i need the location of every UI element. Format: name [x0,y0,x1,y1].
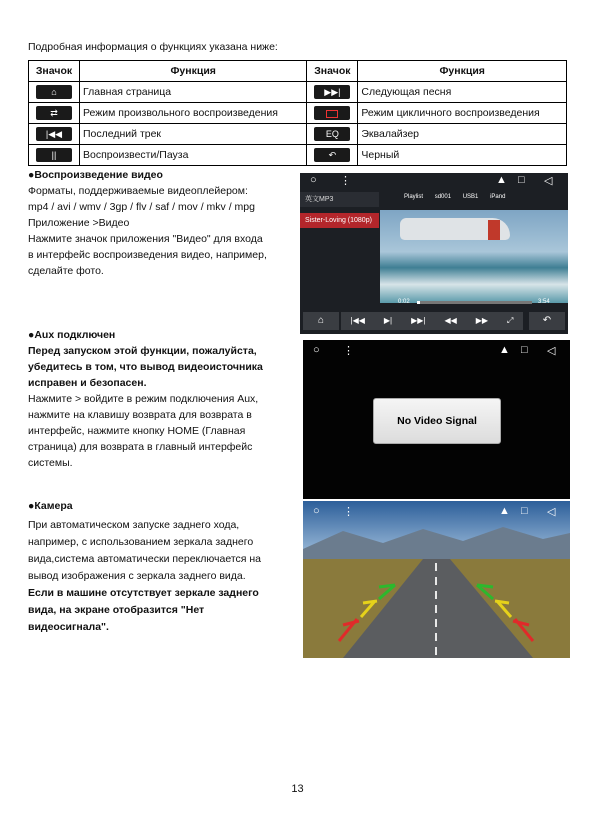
source-tabs [404,194,505,200]
menu-dots-icon: ⋮ [343,345,354,357]
aux-section [28,327,303,471]
back-triangle-icon: ◁ [544,175,553,187]
warning-line: Перед запуском этой функции, пожалуйста, [28,345,257,357]
eject-icon: ▲ [499,505,510,517]
time-end: 3:54 [538,299,550,305]
fast-forward-icon[interactable]: ▶▶ [475,316,489,325]
note-line: видеосигнала". [28,621,109,633]
tab-usb[interactable]: USB1 [462,194,479,200]
fullscreen-icon[interactable]: ⤢ [507,316,514,325]
function-label: Режим произвольного воспроизведения [80,103,307,124]
folder-label: 英文MP3 [300,192,379,207]
tab-sd[interactable]: sd001 [434,194,452,200]
function-label: Воспроизвести/Пауза [80,145,307,166]
paragraph-line: вида,система автоматически переключается на [28,553,262,565]
paragraph-line: При автоматическом запуске заднего хода, [28,519,240,531]
warning-line: исправен и безопасен. [28,377,147,389]
rear-camera-screenshot [303,501,570,658]
paragraph-line: в интерфейс воспроизведения видео, например, [28,249,267,261]
col-header: Значок [29,61,80,82]
previous-track-icon: |◀◀ [36,127,72,141]
next-track-icon[interactable]: ▶▶| [411,316,426,325]
circle-icon: ○ [313,344,320,356]
status-bar [303,343,570,359]
warning-line: убедитесь в том, что вывод видеоисточника [28,361,263,373]
previous-track-icon[interactable]: |◀◀ [350,316,365,325]
paragraph-line: mp4 / avi / wmv / 3gp / flv / saf / mov / mkv / mpg [28,201,255,213]
video-frame [380,210,568,303]
circle-icon: ○ [313,505,320,517]
function-label: Эквалайзер [358,124,567,145]
table-row [29,82,567,103]
play-pause-icon[interactable]: ▶| [383,316,393,325]
section-heading: ●Камера [28,500,73,512]
paragraph-line: системы. [28,457,73,469]
back-triangle-icon: ◁ [547,345,556,357]
back-triangle-icon: ◁ [547,506,556,518]
function-label: Следующая песня [358,82,567,103]
rewind-icon[interactable]: ◀◀ [444,316,457,325]
playback-controls [341,312,523,330]
table-header-row [29,61,567,82]
person-figure [488,220,500,240]
note-line: Если в машине отсутствует зеркале заднего [28,587,259,599]
back-icon: ↶ [314,148,350,162]
circle-icon: ○ [310,174,317,186]
col-header: Функция [80,61,307,82]
playlist-item[interactable]: Sister-Loving (1080p) [300,213,379,228]
square-icon: □ [518,174,525,186]
menu-dots-icon: ⋮ [343,506,354,518]
rear-camera-view [303,501,570,658]
paragraph-line: интерфейс, нажмите кнопку HOME (Главная [28,425,246,437]
equalizer-icon: EQ [314,127,350,141]
home-button[interactable]: ⌂ [303,312,339,330]
page-number: 13 [291,783,304,795]
square-icon: □ [521,344,528,356]
function-table [28,60,567,166]
menu-dots-icon: ⋮ [340,175,351,187]
shuffle-icon: ⇄ [36,106,72,120]
back-button[interactable]: ↶ [529,312,565,330]
note-line: вида, на экране отобразится "Нет [28,604,205,616]
section-heading: ●Воспроизведение видео [28,169,163,181]
paragraph-line: например, с использованием зеркала заднего [28,536,254,548]
col-header: Функция [358,61,567,82]
paragraph-line: Нажмите значок приложения "Видео" для входа [28,233,263,245]
function-label: Режим цикличного воспроизведения [358,103,567,124]
paragraph-line: нажмите на клавишу возврата для возврата в [28,409,252,421]
paragraph-line: Форматы, поддерживаемые видеоплейером: [28,185,248,197]
time-start: 0:02 [398,299,410,305]
aux-screenshot [303,340,570,499]
table-row [29,103,567,124]
section-heading: ●Aux подключен [28,329,116,341]
eject-icon: ▲ [496,174,507,186]
tab-ipand[interactable]: iPand [490,194,506,200]
table-row [29,124,567,145]
repeat-icon [314,106,350,120]
paragraph-line: страница) для возврата в главный интерфейс [28,441,253,453]
status-bar [303,504,570,520]
table-row [29,145,567,166]
progress-bar[interactable] [417,301,532,304]
next-track-icon: ▶▶| [314,85,350,99]
paragraph-line: сделайте фото. [28,265,104,277]
pause-icon: || [36,148,72,162]
camera-section [28,498,303,636]
home-icon: ⌂ [36,85,72,99]
tab-playlist[interactable]: Playlist [404,194,424,200]
video-player-screenshot [300,173,568,334]
paragraph-line: Нажмите > войдите в режим подключения Aux, [28,393,259,405]
eject-icon: ▲ [499,344,510,356]
no-signal-dialog: No Video Signal [373,398,501,444]
function-label: Главная страница [80,82,307,103]
intro-text: Подробная информация о функциях указана ниже: [28,41,278,53]
square-icon: □ [521,505,528,517]
function-label: Последний трек [80,124,307,145]
progress-fill [417,301,420,304]
col-header: Значок [307,61,358,82]
video-section [28,167,303,279]
paragraph-line: вывод изображения с зеркала заднего вида. [28,570,246,582]
function-label: Черный [358,145,567,166]
paragraph-line: Приложение >Видео [28,217,130,229]
status-bar [300,173,568,189]
